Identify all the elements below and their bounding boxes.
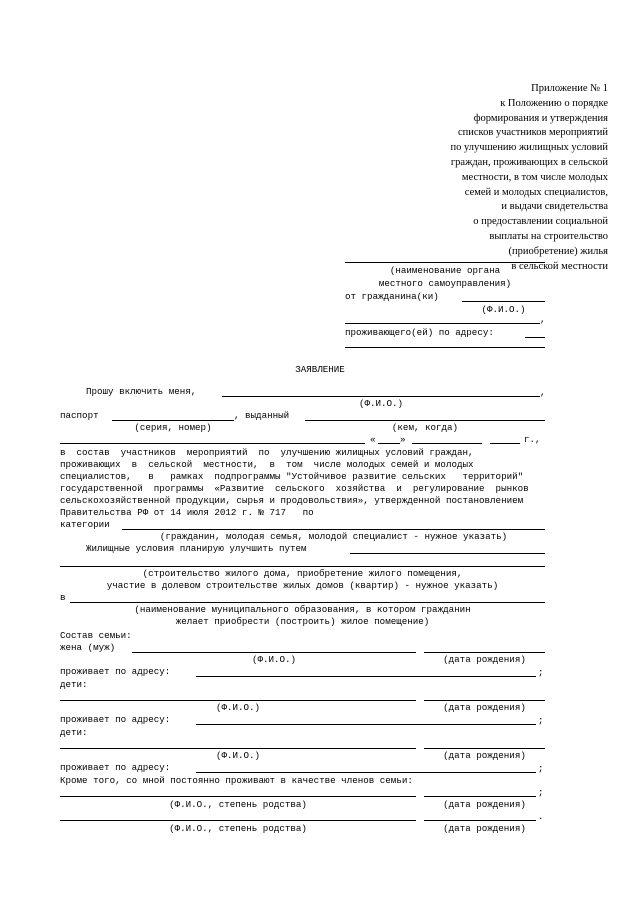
appendix-line: к Положению о порядке (500, 97, 608, 109)
fio-caption: (Ф.И.О.) (481, 304, 526, 315)
paragraph-line: специалистов, в рамках подпрограммы "Устойчивое развитие сельских территорий" (60, 471, 524, 482)
method-caption: участие в долевом строительстве жилых домов (квартир) - нужное указать) (106, 580, 499, 591)
spouse-name-field[interactable] (132, 652, 416, 653)
paragraph-line: в состав участников мероприятий по улучшению жилищных условий граждан, (60, 447, 474, 458)
birth-caption: (дата рождения) (443, 702, 526, 713)
appendix-line: списков участников мероприятий (458, 127, 608, 139)
appendix-line: Приложение № 1 (531, 83, 608, 94)
semicolon: ; (538, 667, 544, 678)
residing-label: проживающего(ей) по адресу: (345, 327, 494, 338)
fio-kin-caption: (Ф.И.О., степень родства) (169, 799, 307, 810)
semicolon: ; (538, 715, 544, 726)
paragraph-line: Правительства РФ от 14 июля 2012 г. № 717 по (60, 507, 314, 518)
member-birth-field[interactable] (424, 796, 536, 797)
fio-caption: (Ф.И.О.) (358, 398, 404, 409)
passport-number-field[interactable] (112, 420, 234, 421)
appendix-line: (приобретение) жилья (508, 245, 608, 257)
org-name-field[interactable] (345, 262, 545, 263)
comma: , (540, 387, 546, 398)
comma: , (540, 314, 546, 325)
spouse-address-field[interactable] (196, 676, 536, 677)
member-name-field[interactable] (60, 820, 416, 821)
citizen-name-field[interactable] (462, 301, 545, 302)
municipality-field[interactable] (70, 602, 545, 603)
date-quote-close: » (400, 434, 406, 445)
appendix-header (308, 82, 608, 274)
appendix-line: о предоставлении социальной (473, 216, 608, 228)
address-field[interactable] (525, 337, 545, 338)
applicant-name-field[interactable] (222, 396, 540, 397)
birth-caption: (дата рождения) (443, 823, 526, 834)
by-whom-caption: (кем, когда) (391, 422, 459, 433)
address-field-2[interactable] (345, 347, 545, 348)
birth-caption: (дата рождения) (443, 799, 526, 810)
semicolon: ; (538, 787, 544, 798)
member-birth-field[interactable] (424, 820, 536, 821)
appendix-line: семей и молодых специалистов, (464, 186, 608, 198)
semicolon: ; (538, 763, 544, 774)
resides-label: проживает по адресу: (60, 666, 171, 677)
document-title: ЗАЯВЛЕНИЕ (295, 364, 345, 375)
org-caption: (наименование органа (389, 265, 501, 276)
fio-kin-caption: (Ф.И.О., степень родства) (169, 823, 307, 834)
issued-by-field-2[interactable] (60, 443, 365, 444)
issue-day-field[interactable] (378, 443, 400, 444)
in-label: в (60, 592, 66, 603)
improve-method-field[interactable] (350, 553, 545, 554)
also-residing-label: Кроме того, со мной постоянно проживают в качестве членов семьи: (60, 775, 413, 786)
series-caption: (серия, номер) (134, 422, 212, 433)
child-address-field[interactable] (196, 724, 536, 725)
date-quote-open: « (370, 434, 376, 445)
method-caption: (строительство жилого дома, приобретение жилого помещения, (142, 568, 463, 579)
paragraph-line: сельскохозяйственной продукции, сырья и продовольствия», утвержденной постановлением (60, 495, 524, 506)
category-field[interactable] (122, 529, 545, 530)
child-name-field[interactable] (60, 748, 416, 749)
improve-label: Жилищные условия планирую улучшить путем (86, 543, 307, 554)
appendix-line: и выдачи свидетельства (501, 201, 608, 213)
child-name-field[interactable] (60, 700, 416, 701)
children-label: дети: (60, 727, 88, 738)
family-heading: Состав семьи: (60, 630, 132, 641)
child-birth-field[interactable] (424, 748, 545, 749)
org-caption: местного самоуправления) (378, 278, 512, 289)
child-birth-field[interactable] (424, 700, 545, 701)
from-citizen-label: от гражданина(ки) (345, 291, 439, 302)
birth-caption: (дата рождения) (443, 750, 526, 761)
appendix-line: формирования и утверждения (473, 112, 608, 124)
passport-label: паспорт (60, 410, 99, 421)
fio-caption: (Ф.И.О.) (215, 750, 261, 761)
citizen-name-field-2[interactable] (345, 323, 540, 324)
year-suffix: г., (524, 434, 541, 445)
improve-method-field-2[interactable] (60, 566, 545, 567)
appendix-line: по улучшению жилищных условий (450, 142, 608, 154)
spouse-birth-field[interactable] (424, 652, 545, 653)
birth-caption: (дата рождения) (443, 654, 526, 665)
fio-caption: (Ф.И.О.) (251, 654, 297, 665)
paragraph-line: проживающих в сельской местности, в том числе молодых семей и молодых (60, 459, 474, 470)
municipality-caption: желает приобрести (построить) жилое помещение) (175, 616, 430, 627)
issued-by-field[interactable] (305, 420, 545, 421)
child-address-field[interactable] (196, 772, 536, 773)
member-name-field[interactable] (60, 796, 416, 797)
appendix-line: граждан, проживающих в сельской (450, 156, 608, 168)
children-label: дети: (60, 679, 88, 690)
issued-label: , выданный (234, 410, 290, 421)
resides-label: проживает по адресу: (60, 714, 171, 725)
appendix-line: выплаты на строительство (489, 230, 608, 242)
appendix-line: в сельской местности (511, 260, 608, 272)
category-label: категории (60, 519, 110, 530)
spouse-label: жена (муж) (60, 642, 116, 653)
issue-month-field[interactable] (412, 443, 482, 444)
municipality-caption: (наименование муниципального образования, в котором гражданин (134, 604, 471, 615)
appendix-line: местности, в том числе молодых (461, 171, 608, 183)
period: . (538, 811, 544, 822)
resides-label: проживает по адресу: (60, 762, 171, 773)
category-caption: (гражданин, молодая семья, молодой специалист - нужное указать) (159, 531, 508, 542)
issue-year-field[interactable] (490, 443, 520, 444)
paragraph-line: государственной программы «Развитие сельского хозяйства и регулирование рынков (60, 483, 529, 494)
fio-caption: (Ф.И.О.) (215, 702, 261, 713)
include-me-label: Прошу включить меня, (86, 386, 197, 397)
